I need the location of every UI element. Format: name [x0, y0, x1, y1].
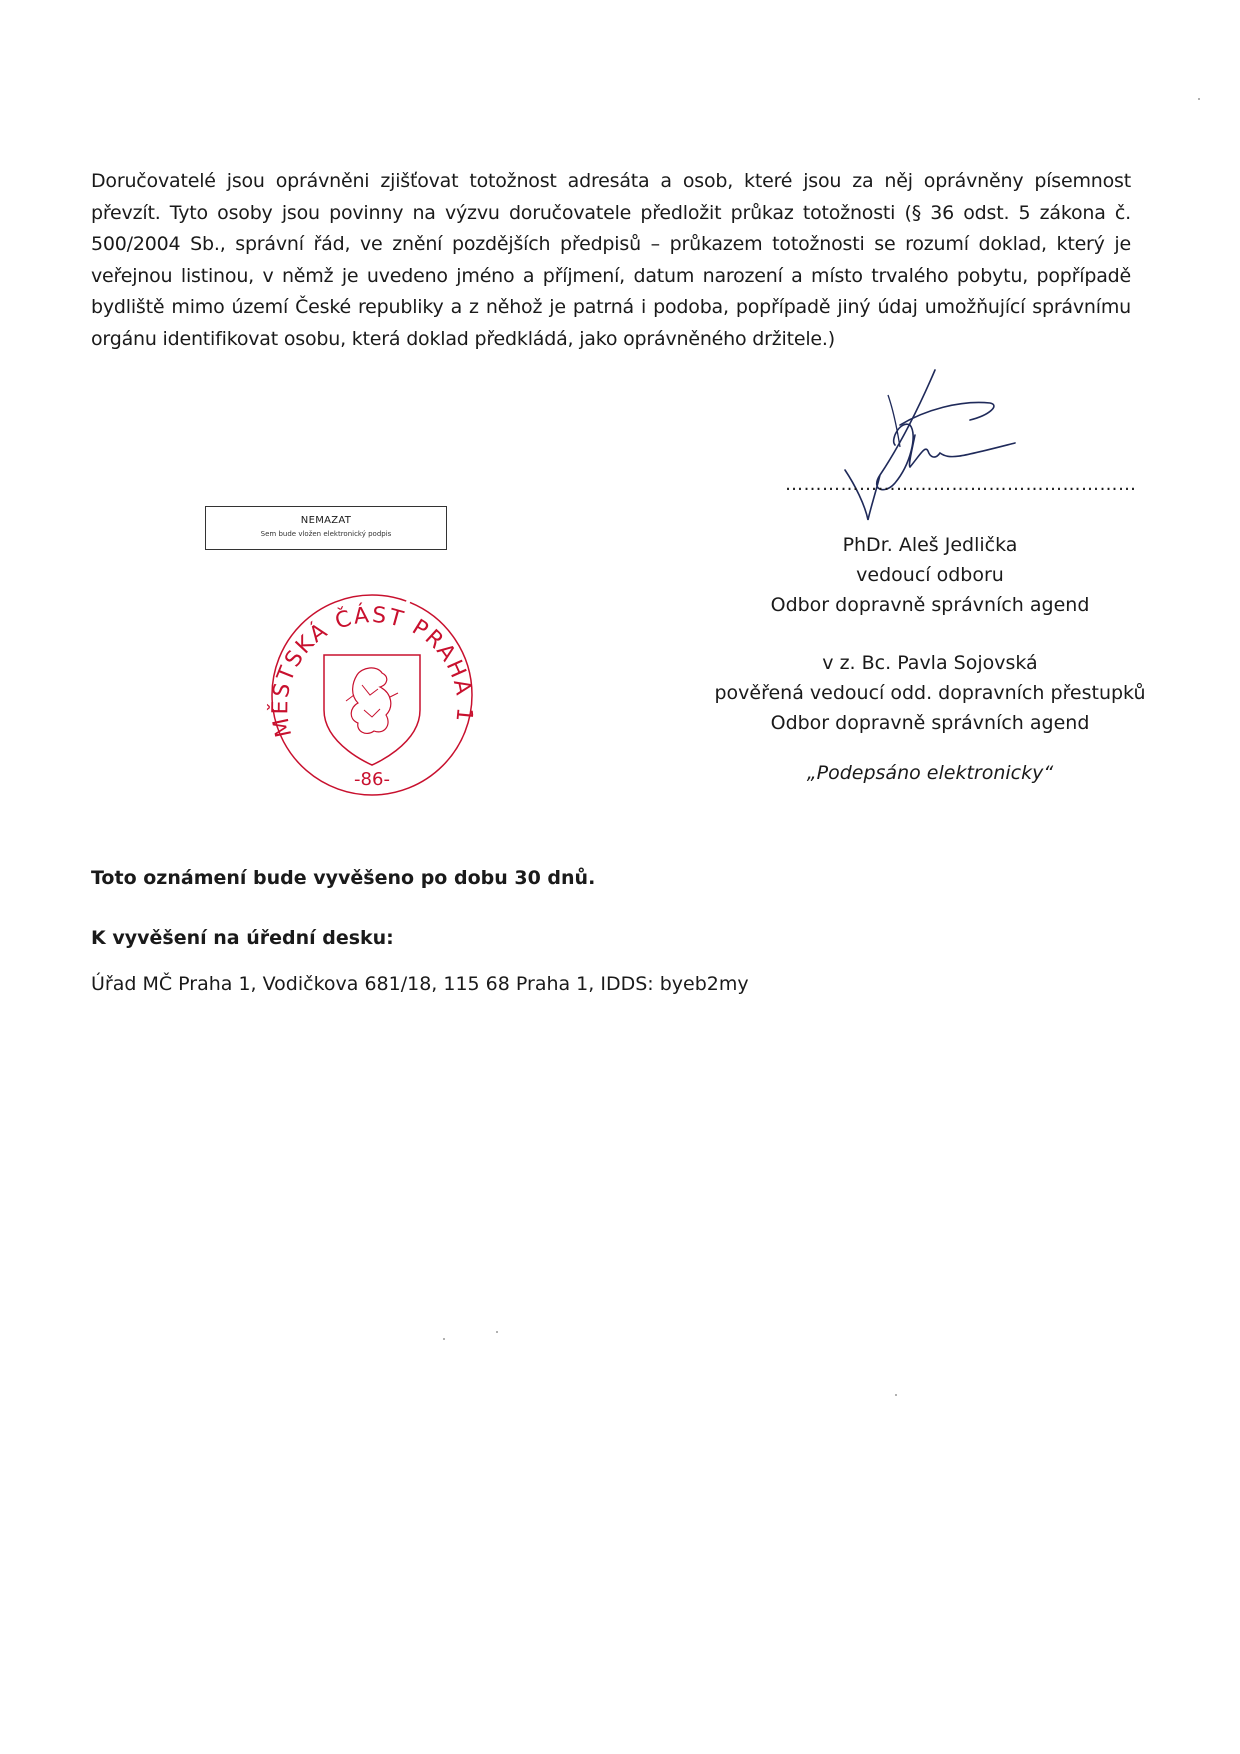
scan-speck [496, 1331, 498, 1333]
scan-speck [443, 1338, 445, 1340]
desk-heading: K vyvěšení na úřední desku: [91, 927, 394, 949]
handwritten-signature [840, 365, 1020, 525]
signature-placeholder-box [205, 506, 447, 550]
deputy-role: pověřená vedoucí odd. dopravních přestupků [714, 682, 1146, 704]
official-stamp [262, 585, 482, 805]
notice-text: Toto oznámení bude vyvěšeno po dobu 30 dnů. [91, 867, 596, 889]
signatory-department: Odbor dopravně správních agend [770, 594, 1090, 616]
stamp-text: MĚSTSKÁ ČÁST PRAHA 1 [268, 602, 477, 740]
coat-of-arms-icon [324, 655, 420, 765]
scan-speck [895, 1394, 897, 1396]
scan-speck [1198, 98, 1200, 100]
signature-block [690, 530, 1170, 788]
placeholder-subtitle: Sem bude vložen elektronický podpis [260, 530, 392, 538]
delivery-paragraph: Doručovatelé jsou oprávněni zjišťovat totožnost adresáta a osob, které jsou za něj oprávněny písemnost převzít. Tyto osoby jsou povinny na výzvu doručovatele předložit průkaz totožnosti (§ 36 odst. 5 zákona č. 500/2004 Sb., správní řád, ve znění pozdějších předpisů – průkazem totožnosti se rozumí doklad, který je veřejnou listinou, v němž je uvedeno jméno a příjmení, datum narození a místo trvalého pobytu, popřípadě bydliště mimo území České republiky a z něhož je patrná i podoba, popřípadě jiný údaj umožňující správnímu orgánu identifikovat osobu, která doklad předkládá, jako oprávněného držitele.) [91, 170, 1131, 350]
desk-address: Úřad MČ Praha 1, Vodičkova 681/18, 115 68 Praha 1, IDDS: byeb2my [91, 973, 749, 995]
deputy-department: Odbor dopravně správních agend [770, 712, 1090, 734]
stamp-number: -86- [354, 769, 390, 790]
signature-line: ………………………………………………… [785, 474, 1137, 495]
signatory-role: vedoucí odboru [856, 564, 1004, 586]
signed-electronically-note: „Podepsáno elektronicky“ [806, 762, 1054, 784]
deputy-name: v z. Bc. Pavla Sojovská [822, 652, 1038, 674]
placeholder-title: NEMAZAT [300, 515, 352, 526]
signatory-name: PhDr. Aleš Jedlička [842, 534, 1018, 556]
svg-text:MĚSTSKÁ ČÁST PRAHA 1 [267, 602, 476, 739]
